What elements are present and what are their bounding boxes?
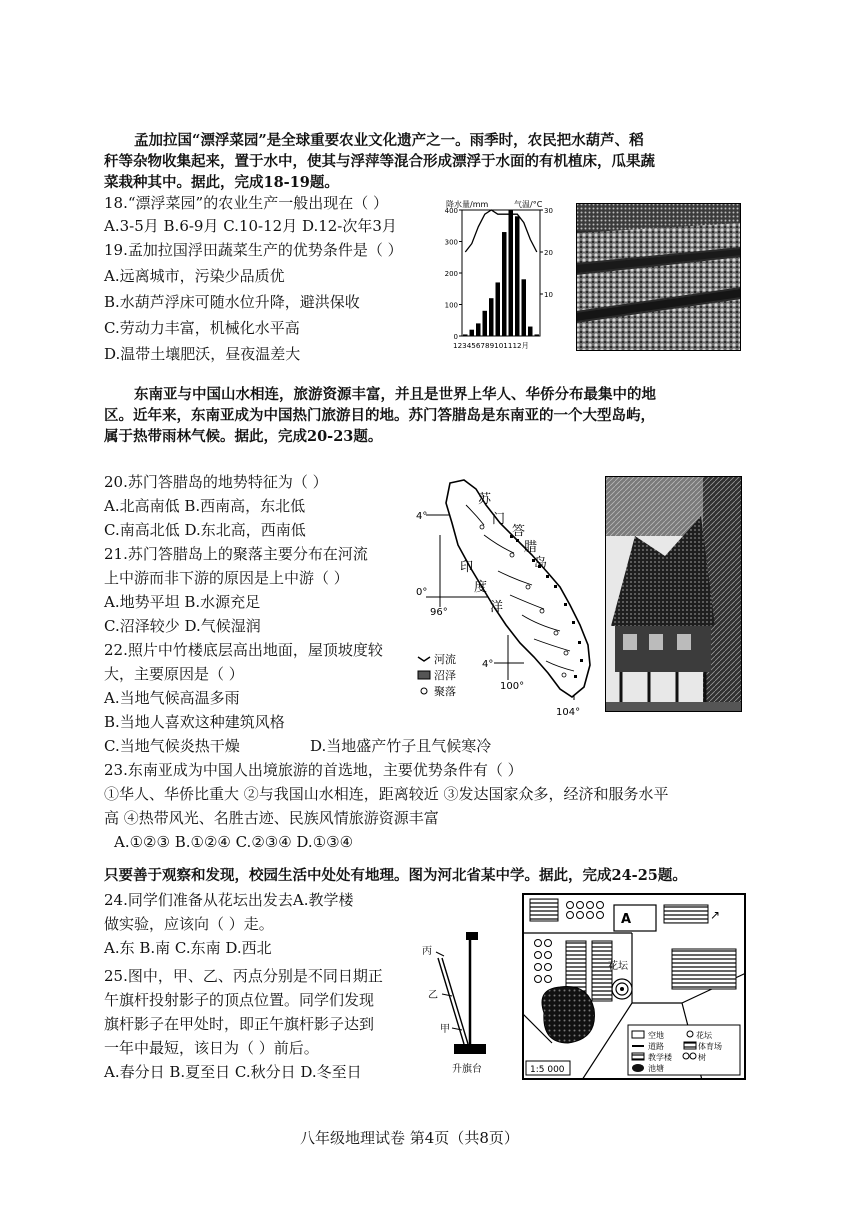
intro-20-23-line3: 属于热带雨林气候。据此，完成20-23题。 (104, 428, 383, 445)
q22-option-c: C.当地气候炎热干燥 (104, 737, 240, 755)
intro-20-23-line1: 东南亚与中国山水相连，旅游资源丰富，并且是世界上华人、华侨分布最集中的地 (134, 386, 656, 403)
flag-platform-icon (454, 1044, 486, 1054)
chart-xlabel: 123456789101112月 (453, 341, 529, 350)
point-bing-label: 丙 (422, 946, 432, 957)
q24-options: A.东 B.南 C.东南 D.西北 (104, 939, 272, 957)
precip-bar (515, 216, 520, 336)
map-char-du: 度 (474, 580, 488, 595)
q20-options-row2: C.南高北低 D.东北高，西南低 (104, 521, 306, 539)
precip-bar (496, 282, 501, 336)
legend-settlement-label: 聚落 (434, 685, 456, 698)
chart-right-tick-label: 20 (544, 249, 553, 257)
q20-options-row1: A.北高南低 B.西南高，东北低 (104, 497, 306, 515)
legend-river-icon (418, 657, 430, 661)
lon-104-label: 104° (556, 707, 581, 718)
q22-option-b: B.当地人喜欢这种建筑风格 (104, 713, 285, 731)
map-char-yang: 洋 (490, 600, 504, 615)
page-footer: 八年级地理试卷 第4页（共8页） (300, 1129, 519, 1147)
q22-option-d: D.当地盛产竹子且气候寒冷 (310, 737, 492, 755)
intro-20-23-line2: 区。近年来，东南亚成为中国热门旅游目的地。苏门答腊岛是东南亚的一个大型岛屿， (104, 407, 655, 424)
sports-field (672, 949, 736, 989)
legend-open-space-label: 空地 (648, 1031, 664, 1040)
legend-road-label: 道路 (648, 1042, 664, 1051)
chart-left-tick-label: 300 (444, 238, 458, 247)
map-char-su: 苏 (478, 492, 492, 507)
q25-options: A.春分日 B.夏至日 C.秋分日 D.冬至日 (104, 1063, 362, 1081)
q25-stem-line3: 旗杆影子在甲处时，即正午旗杆影子达到 (104, 1015, 375, 1033)
q25-stem-line4: 一年中最短，该日为（ ）前后。 (104, 1039, 319, 1057)
q23-statements-line2: 高 ④热带风光、名胜古迹、民族风情旅游资源丰富 (104, 809, 439, 827)
precip-bar (483, 311, 488, 336)
precip-bar (502, 232, 507, 336)
map-char-men: 门 (492, 512, 506, 527)
stilt-house-photo (605, 476, 742, 712)
precip-bar (535, 334, 540, 336)
north-arrow-icon: ↗ (710, 908, 721, 922)
legend-pond-label: 池塘 (648, 1064, 664, 1073)
map-char-la: 腊 (524, 540, 538, 555)
q24-stem-line2: 做实验，应该向（ ）走。 (104, 915, 274, 933)
intro-24-25: 只要善于观察和发现，校园生活中处处有地理。图为河北省某中学。据此，完成24-25题。 (104, 867, 687, 884)
q23-stem: 23.东南亚成为中国人出境旅游的首选地，主要优势条件有（ ） (104, 761, 523, 779)
legend-flowerbed-label: 花坛 (696, 1031, 712, 1040)
sumatra-island-outline (446, 480, 590, 697)
lat-0-label: 0° (416, 587, 428, 598)
q21-stem-line1: 21.苏门答腊岛上的聚落主要分布在河流 (104, 545, 368, 563)
q21-options-row2: C.沼泽较少 D.气候湿润 (104, 617, 261, 635)
precip-bar (476, 323, 481, 336)
q22-stem-line1: 22.照片中竹楼底层高出地面，屋顶坡度较 (104, 641, 383, 659)
legend-teaching-building-label: 教学楼 (648, 1053, 672, 1062)
chart-plot-frame (462, 210, 540, 336)
legend-settlement-icon (421, 688, 427, 694)
flagpole-diagram (420, 926, 516, 1076)
q18-stem: 18.“漂浮菜园”的农业生产一般出现在（ ） (104, 194, 388, 212)
map-char-da: 答 (512, 524, 526, 539)
building-a-label: A (621, 912, 632, 927)
chart-left-tick-label: 200 (444, 270, 458, 278)
q19-option-c: C.劳动力丰富，机械化水平高 (104, 319, 300, 337)
precip-bar (463, 334, 468, 336)
point-jia-label: 甲 (440, 1024, 450, 1035)
q23-options: A.①②③ B.①②④ C.②③④ D.①③④ (114, 833, 354, 851)
precip-bar (470, 330, 475, 336)
q22-stem-line2: 大，主要原因是（ ） (104, 665, 244, 683)
intro-18-19-line1: 孟加拉国“漂浮菜园”是全球重要农业文化遗产之一。雨季时，农民把水葫芦、稻 (134, 132, 644, 149)
q19-stem: 19.孟加拉国浮田蔬菜生产的优势条件是（ ） (104, 241, 403, 259)
q19-option-b: B.水葫芦浮床可随水位升降，避洪保收 (104, 293, 360, 311)
legend-sports-field-label: 体育场 (698, 1042, 722, 1051)
chart-ylabel-right: 气温/°C (514, 200, 543, 209)
temperature-line (465, 210, 537, 252)
q19-option-d: D.温带土壤肥沃，昼夜温差大 (104, 345, 301, 363)
campus-map (522, 893, 746, 1080)
map-char-yin: 印 (460, 560, 474, 575)
chart-left-tick-label: 400 (444, 207, 458, 215)
lat-4n-label: 4° (416, 511, 428, 522)
chart-left-tick-label: 100 (444, 301, 458, 310)
legend-river-label: 河流 (434, 653, 456, 666)
flag-platform-label: 升旗台 (452, 1064, 482, 1075)
lat-4s-label: 4° (482, 659, 494, 670)
chart-left-tick-label: 0 (453, 333, 458, 341)
pond-icon (542, 986, 594, 1043)
q25-stem-line1: 25.图中，甲、乙、丙点分别是不同日期正 (104, 967, 383, 985)
q21-stem-line2: 上中游而非下游的原因是上中游（ ） (104, 569, 349, 587)
precip-bar (528, 327, 533, 336)
precip-bar (509, 210, 514, 336)
lon-96-label: 96° (430, 607, 448, 618)
sumatra-map (414, 475, 600, 720)
legend-swamp-label: 沼泽 (434, 669, 456, 682)
q22-option-a: A.当地气候高温多雨 (104, 689, 240, 707)
precip-bar (489, 298, 494, 336)
q25-stem-line2: 午旗杆投射影子的顶点位置。同学们发现 (104, 991, 375, 1009)
lon-100-label: 100° (500, 681, 525, 692)
q20-stem: 20.苏门答腊岛的地势特征为（ ） (104, 473, 328, 491)
scale-label: 1:5 000 (530, 1065, 565, 1075)
point-yi-label: 乙 (428, 990, 438, 1001)
legend-swamp-icon (418, 671, 430, 679)
chart-right-tick-label: 30 (544, 207, 553, 215)
q18-options: A.3-5月 B.6-9月 C.10-12月 D.12-次年3月 (104, 217, 397, 235)
climate-chart (432, 196, 570, 358)
intro-18-19-line3: 菜栽种其中。据此，完成18-19题。 (104, 174, 339, 191)
chart-right-tick-label: 10 (544, 291, 553, 299)
legend-tree-label: 树 (698, 1053, 706, 1062)
intro-18-19-line2: 秆等杂物收集起来，置于水中，使其与浮萍等混合形成漂浮于水面的有机植床，瓜果蔬 (104, 153, 655, 170)
q24-stem-line1: 24.同学们准备从花坛出发去A.教学楼 (104, 891, 354, 909)
q21-options-row1: A.地势平坦 B.水源充足 (104, 593, 261, 611)
map-char-dao: 岛 (534, 556, 548, 571)
precip-bar (522, 279, 527, 336)
chart-ylabel-left: 降水量/mm (446, 200, 489, 209)
q23-statements-line1: ①华人、华侨比重大 ②与我国山水相连，距离较近 ③发达国家众多，经济和服务水平 (104, 785, 669, 803)
q19-option-a: A.远离城市，污染少品质优 (104, 267, 285, 285)
flowerbed-label: 花坛 (608, 961, 628, 972)
floating-garden-photo (576, 203, 741, 351)
